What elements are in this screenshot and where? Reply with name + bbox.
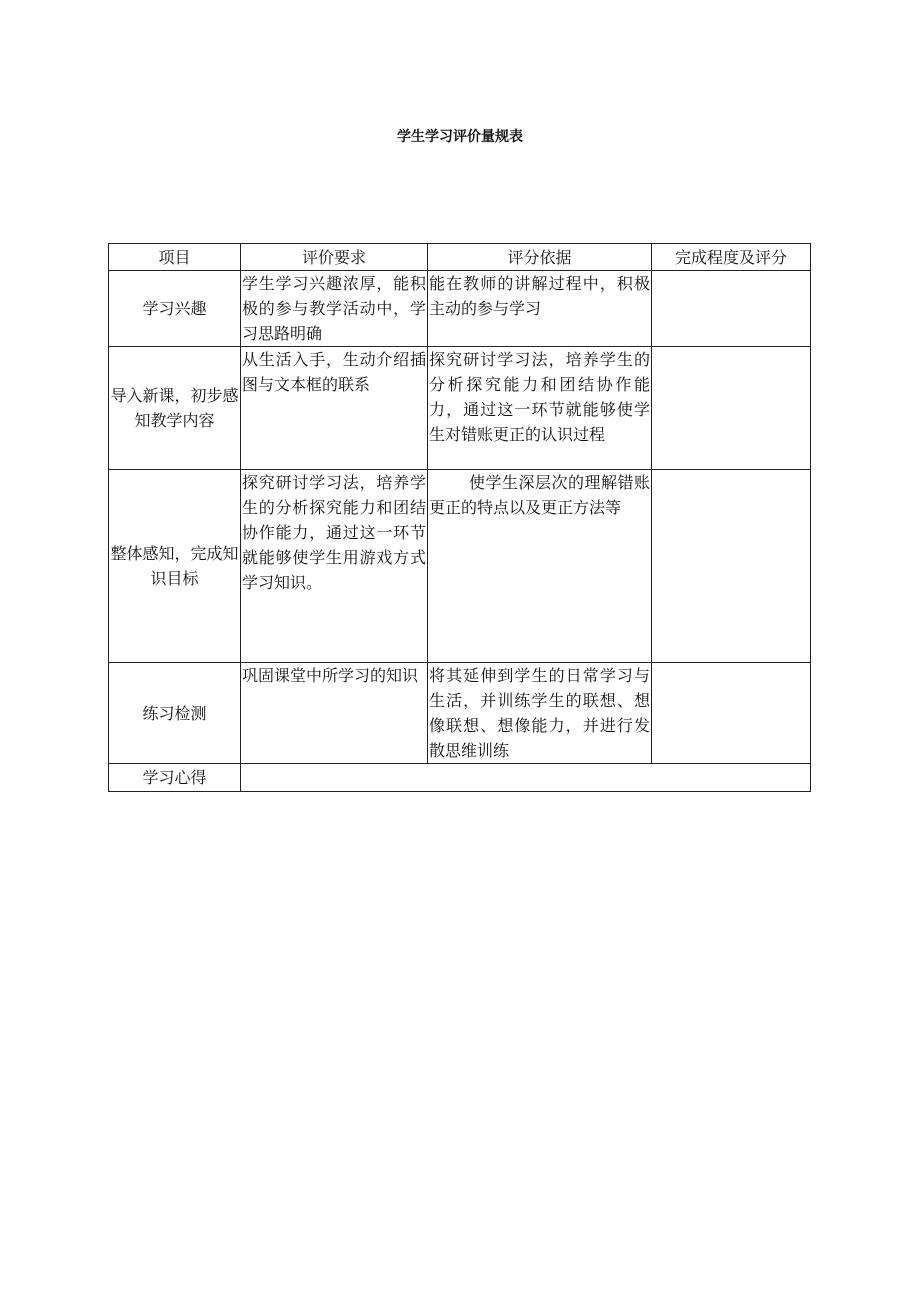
table-row (109, 347, 811, 470)
footer-content (241, 764, 811, 792)
table-row (109, 271, 811, 347)
row-basis: 能在教师的讲解过程中，积极主动的参与学习 (428, 271, 652, 347)
row-requirement: 从生活入手，生动介绍插图与文本框的联系 (241, 347, 428, 470)
row-item: 练习检测 (109, 663, 241, 764)
row-requirement: 巩固课堂中所学习的知识 (241, 663, 428, 764)
evaluation-table (108, 243, 811, 792)
row-requirement: 学生学习兴趣浓厚，能积极的参与教学活动中，学习思路明确 (241, 271, 428, 347)
row-requirement: 探究研讨学习法，培养学生的分析探究能力和团结协作能力，通过这一环节就能够使学生用游戏方式学习知识。 (241, 470, 428, 663)
table-row (109, 663, 811, 764)
footer-row (109, 764, 811, 792)
row-score (652, 663, 811, 764)
table-row (109, 470, 811, 663)
row-basis: 将其延伸到学生的日常学习与生活，并训练学生的联想、想像联想、想像能力，并进行发散思维训练 (428, 663, 652, 764)
footer-item: 学习心得 (109, 764, 241, 792)
row-basis: 探究研讨学习法，培养学生的分析探究能力和团结协作能力，通过这一环节就能够使学生对错账更正的认识过程 (428, 347, 652, 470)
row-item: 导入新课，初步感知教学内容 (109, 347, 241, 470)
row-basis: 使学生深层次的理解错账更正的特点以及更正方法等 (428, 470, 652, 663)
row-item: 整体感知，完成知识目标 (109, 470, 241, 663)
row-item: 学习兴趣 (109, 271, 241, 347)
row-score (652, 470, 811, 663)
header-row (109, 244, 811, 271)
row-score (652, 271, 811, 347)
header-item: 项目 (109, 244, 241, 271)
header-requirement: 评价要求 (241, 244, 428, 271)
header-basis: 评分依据 (428, 244, 652, 271)
row-score (652, 347, 811, 470)
page-title: 学生学习评价量规表 (397, 129, 523, 145)
header-score: 完成程度及评分 (652, 244, 811, 271)
